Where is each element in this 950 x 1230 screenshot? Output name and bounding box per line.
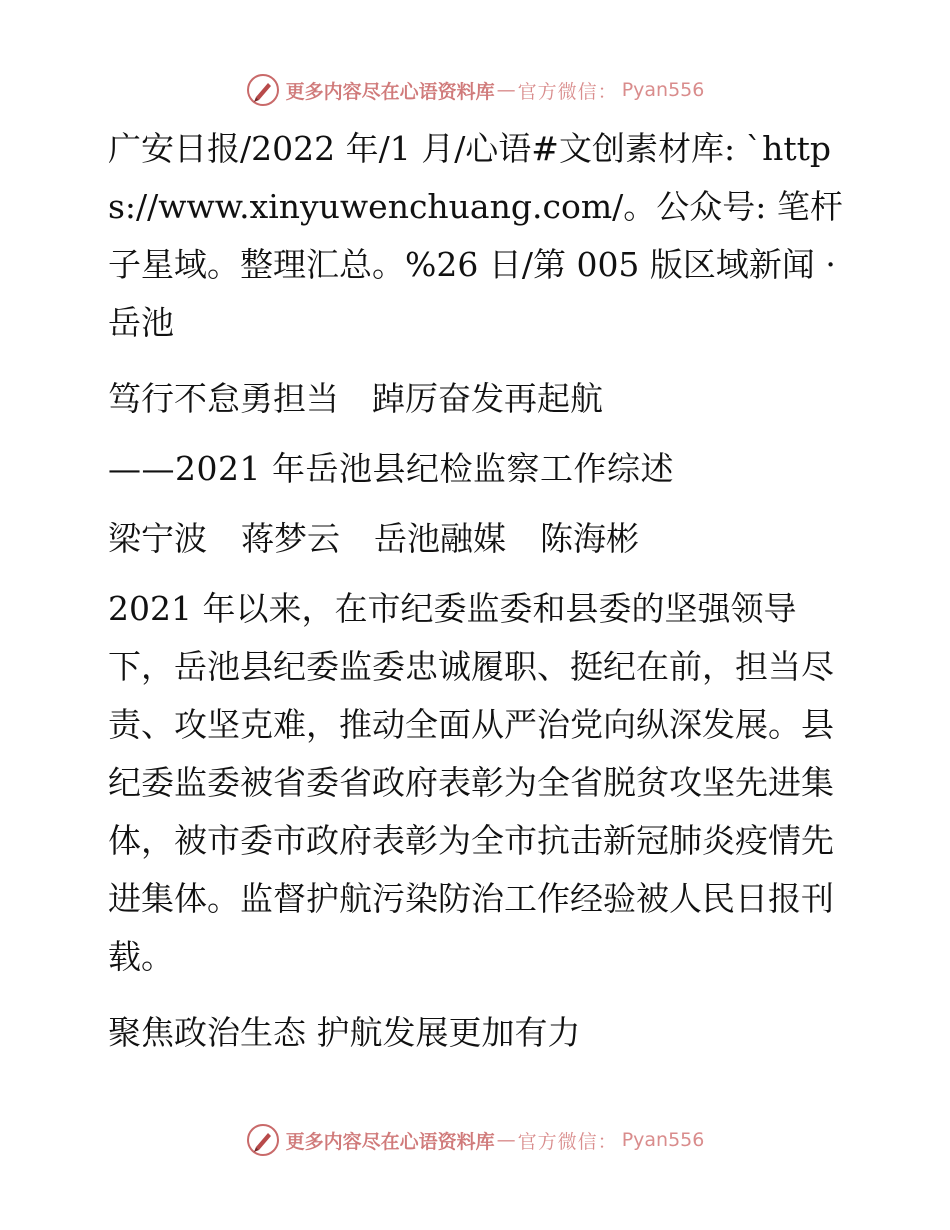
author-name: 岳池融媒 xyxy=(374,519,506,558)
banner-text: 更多内容尽在心语资料库 xyxy=(285,80,495,103)
banner-text: 更多内容尽在心语资料库 xyxy=(285,1130,495,1153)
body-paragraph: 2021 年以来，在市纪委监委和县委的坚强领导下，岳池县纪委监委忠诚履职、挺纪在前，担当尽责、攻坚克难，推动全面从严治党向纵深发展。县纪委监委被省委省政府表彰为全省脱贫攻坚先进集体，被市委市政府表彰为全市抗击新冠肺炎疫情先进集体。监督护航污染防治工作经验被人民日报刊载。 xyxy=(108,589,834,976)
header-watermark-banner xyxy=(0,70,950,110)
banner-dash: — xyxy=(496,79,516,101)
article-subtitle: ——2021 年岳池县纪检监察工作综述 xyxy=(108,449,674,488)
banner-wechat-id: Pyan556 xyxy=(621,79,705,101)
author-name: 陈海彬 xyxy=(540,519,639,558)
banner-official-label: 官方微信： xyxy=(517,80,618,103)
banner-official-label: 官方微信： xyxy=(517,1130,618,1153)
document-body xyxy=(98,120,853,1080)
article-authors xyxy=(98,510,853,568)
pen-logo-icon xyxy=(246,73,280,107)
banner-dash: — xyxy=(496,1129,516,1151)
header-line: 广安日报/2022 年/1 月/心语#文创素材库: `https://www.xinyuwenchuang.com/。公众号: 笔杆子星域。整理汇总。%26 日/第 005 版区域新闻 · 岳池 xyxy=(108,129,843,342)
section-heading: 聚焦政治生态 护航发展更加有力 xyxy=(108,1013,581,1052)
article-title: 笃行不怠勇担当 踔厉奋发再起航 xyxy=(108,379,603,418)
banner-wechat-id: Pyan556 xyxy=(621,1129,705,1151)
author-name: 梁宁波 xyxy=(108,519,207,558)
author-name: 蒋梦云 xyxy=(241,519,340,558)
pen-logo-icon xyxy=(246,1123,280,1157)
footer-watermark-banner xyxy=(0,1120,950,1160)
